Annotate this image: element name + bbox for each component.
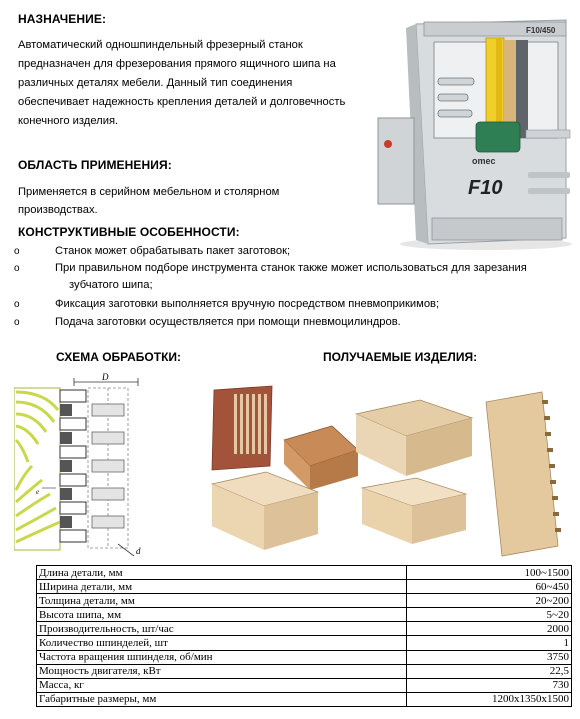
table-row xyxy=(37,594,572,608)
spec-value: 2000 xyxy=(407,622,572,636)
features-heading: КОНСТРУКТИВНЫЕ ОСОБЕННОСТИ: xyxy=(18,225,240,239)
purpose-line: Автоматический одношпиндельный фрезерный станок xyxy=(18,39,303,51)
table-row xyxy=(37,608,572,622)
table-row xyxy=(37,636,572,650)
spec-name: Частота вращения шпинделя, об/мин xyxy=(37,650,407,664)
spec-value: 100~1500 xyxy=(407,566,572,580)
purpose-line: обеспечивает надежность крепления деталей и долговечность xyxy=(18,96,346,108)
table-row xyxy=(37,664,572,678)
spec-name: Ширина детали, мм xyxy=(37,580,407,594)
purpose-line: предназначен для фрезерования прямого ящичного шипа на xyxy=(18,58,336,70)
spec-name: Длина детали, мм xyxy=(37,566,407,580)
processing-scheme xyxy=(14,370,148,560)
bullet-icon: o xyxy=(14,299,20,310)
bullet-icon: o xyxy=(14,317,20,328)
model-logo: F10 xyxy=(468,177,503,199)
machine-photo xyxy=(376,18,572,250)
dimension-D-label: D xyxy=(102,372,109,382)
bullet-icon: o xyxy=(14,246,20,257)
dimension-e-label: e xyxy=(36,488,40,496)
scheme-heading: СХЕМА ОБРАБОТКИ: xyxy=(56,350,182,364)
spec-name: Высота шипа, мм xyxy=(37,608,407,622)
bullet-icon: o xyxy=(14,263,20,274)
scheme-illustration xyxy=(14,370,148,560)
spec-value: 22,5 xyxy=(407,664,572,678)
application-line: производствах. xyxy=(18,204,98,216)
application-heading: ОБЛАСТЬ ПРИМЕНЕНИЯ: xyxy=(18,158,172,172)
spec-value: 60~450 xyxy=(407,580,572,594)
products-heading: ПОЛУЧАЕМЫЕ ИЗДЕЛИЯ: xyxy=(323,350,478,364)
list-item: o Фиксация заготовки выполняется вручную посредством пневмоприкимов; xyxy=(14,296,580,313)
purpose-line: конечного изделия. xyxy=(18,115,119,127)
purpose-line: различных деталях мебели. Данный тип соединения xyxy=(18,77,293,89)
spec-value: 3750 xyxy=(407,650,572,664)
spec-name: Габаритные размеры, мм xyxy=(37,692,407,706)
spec-name: Количество шпинделей, шт xyxy=(37,636,407,650)
table-row xyxy=(37,678,572,692)
spec-name: Производительность, шт/час xyxy=(37,622,407,636)
application-line: Применяется в серийном мебельном и столярном xyxy=(18,186,280,198)
products-photo xyxy=(206,380,576,560)
products-illustration xyxy=(206,380,576,560)
brand-logo: omec xyxy=(472,156,496,166)
model-plate: F10/450 xyxy=(526,26,556,35)
table-row xyxy=(37,580,572,594)
spec-value: 730 xyxy=(407,678,572,692)
purpose-heading: НАЗНАЧЕНИЕ: xyxy=(18,12,107,26)
spec-value: 1 xyxy=(407,636,572,650)
spec-name: Мощность двигателя, кВт xyxy=(37,664,407,678)
spec-value: 1200x1350x1500 xyxy=(407,692,572,706)
spec-value: 20~200 xyxy=(407,594,572,608)
list-item: o При правильном подборе инструмента станок также может использоваться для зарезания xyxy=(14,260,580,277)
list-item-continuation: зубчатого шипа; xyxy=(69,279,153,291)
spec-name: Масса, кг xyxy=(37,678,407,692)
spec-name: Толщина детали, мм xyxy=(37,594,407,608)
list-item: o Станок может обрабатывать пакет заготовок; xyxy=(14,243,580,260)
dimension-d-label: d xyxy=(136,546,141,556)
table-row xyxy=(37,692,572,706)
table-row xyxy=(37,622,572,636)
spec-value: 5~20 xyxy=(407,608,572,622)
list-item: o Подача заготовки осуществляется при помощи пневмоцилиндров. xyxy=(14,314,580,331)
spec-table xyxy=(36,565,572,707)
machine-illustration xyxy=(376,18,572,250)
table-row xyxy=(37,650,572,664)
table-row xyxy=(37,566,572,580)
